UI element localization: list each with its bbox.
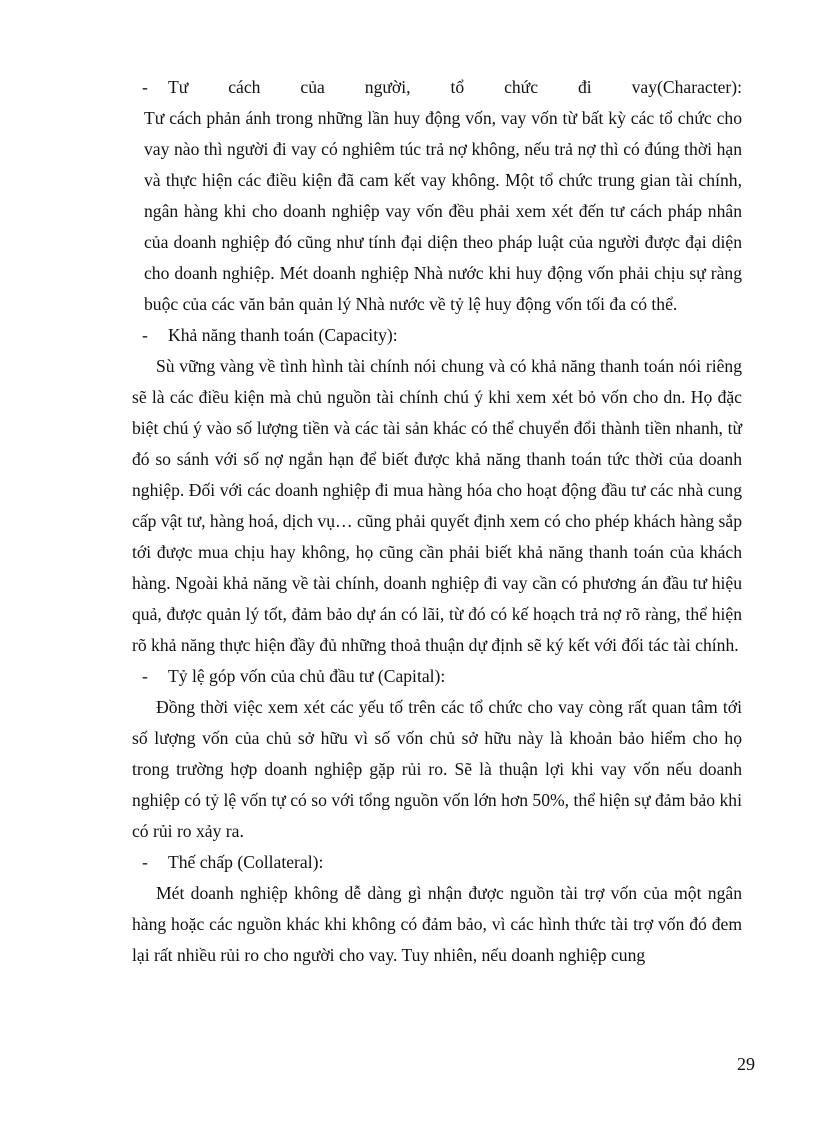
paragraph-character: Tư cách phản ánh trong những lần huy động vốn, vay vốn từ bất kỳ các tổ chức cho vay nào thì người đi vay có nghiêm túc trả nợ không, nếu trả nợ thì có đúng thời hạn và thực hiện các điều kiện đã cam kết vay không. Một tổ chức trung gian tài chính, ngân hàng khi cho doanh nghiệp vay vốn đều phải xem xét đến tư cách pháp nhân của doanh nghiệp đó cũng như tính đại diện theo pháp luật của người được đại diện cho doanh nghiệp. Mét doanh nghiệp Nhà nước khi huy động vốn phải chịu sự ràng buộc của các văn bản quản lý Nhà nước về tỷ lệ huy động vốn tối đa có thể. bbox=[144, 108, 742, 314]
section-heading-capital bbox=[132, 661, 742, 692]
paragraph-collateral: Mét doanh nghiệp không dễ dàng gì nhận được nguồn tài trợ vốn của một ngân hàng hoặc các nguồn khác khi không có đảm bảo, vì các hình thức tài trợ vốn đó đem lại rất nhiều rủi ro cho người cho vay. Tuy nhiên, nếu doanh nghiệp cung bbox=[132, 883, 742, 965]
bullet-dash: - bbox=[142, 325, 148, 345]
bullet-dash: - bbox=[142, 852, 148, 872]
section-heading-collateral bbox=[132, 847, 742, 878]
paragraph-capital: Đồng thời việc xem xét các yếu tố trên các tổ chức cho vay còng rất quan tâm tới số lượng vốn của chủ sở hữu vì số vốn chủ sở hữu này là khoản bảo hiểm cho họ trong trường hợp doanh nghiệp gặp rủi ro. Sẽ là thuận lợi khi vay vốn nếu doanh nghiệp có tỷ lệ vốn tự có so với tổng nguồn vốn lớn hơn 50%, thể hiện sự đảm bảo khi có rủi ro xảy ra. bbox=[132, 697, 742, 841]
heading-text: Tư cách của người, tổ chức đi vay(Character): bbox=[168, 77, 742, 97]
section-heading-capacity bbox=[132, 320, 742, 351]
section-heading-character bbox=[132, 72, 742, 103]
heading-text: Khả năng thanh toán (Capacity): bbox=[168, 325, 398, 345]
paragraph-capacity: Sù vững vàng về tình hình tài chính nói chung và có khả năng thanh toán nói riêng sẽ là các điều kiện mà chủ nguồn tài chính chú ý khi xem xét bỏ vốn cho dn. Họ đặc biệt chú ý vào số lượng tiền và các tài sản khác có thể chuyển đổi thành tiền nhanh, từ đó so sánh với số nợ ngắn hạn để biết được khả năng thanh toán tức thời của doanh nghiệp. Đối với các doanh nghiệp đi mua hàng hóa cho hoạt động đầu tư các nhà cung cấp vật tư, hàng hoá, dịch vụ… cũng phải quyết định xem có cho phép khách hàng sắp tới được mua chịu hay không, họ cũng cần phải biết khả năng thanh toán của khách hàng. Ngoài khả năng về tài chính, doanh nghiệp đi vay cần có phương án đầu tư hiệu quả, được quản lý tốt, đảm bảo dự án có lãi, từ đó có kế hoạch trả nợ rõ ràng, thể hiện rõ khả năng thực hiện đầy đủ những thoả thuận dự định sẽ ký kết với đối tác tài chính. bbox=[132, 356, 742, 655]
heading-text: Thế chấp (Collateral): bbox=[168, 852, 324, 872]
document-body bbox=[132, 72, 742, 971]
bullet-dash: - bbox=[142, 77, 148, 97]
heading-text: Tỷ lệ góp vốn của chủ đầu tư (Capital): bbox=[168, 666, 446, 686]
bullet-dash: - bbox=[142, 666, 148, 686]
page-number: 29 bbox=[737, 1054, 755, 1074]
